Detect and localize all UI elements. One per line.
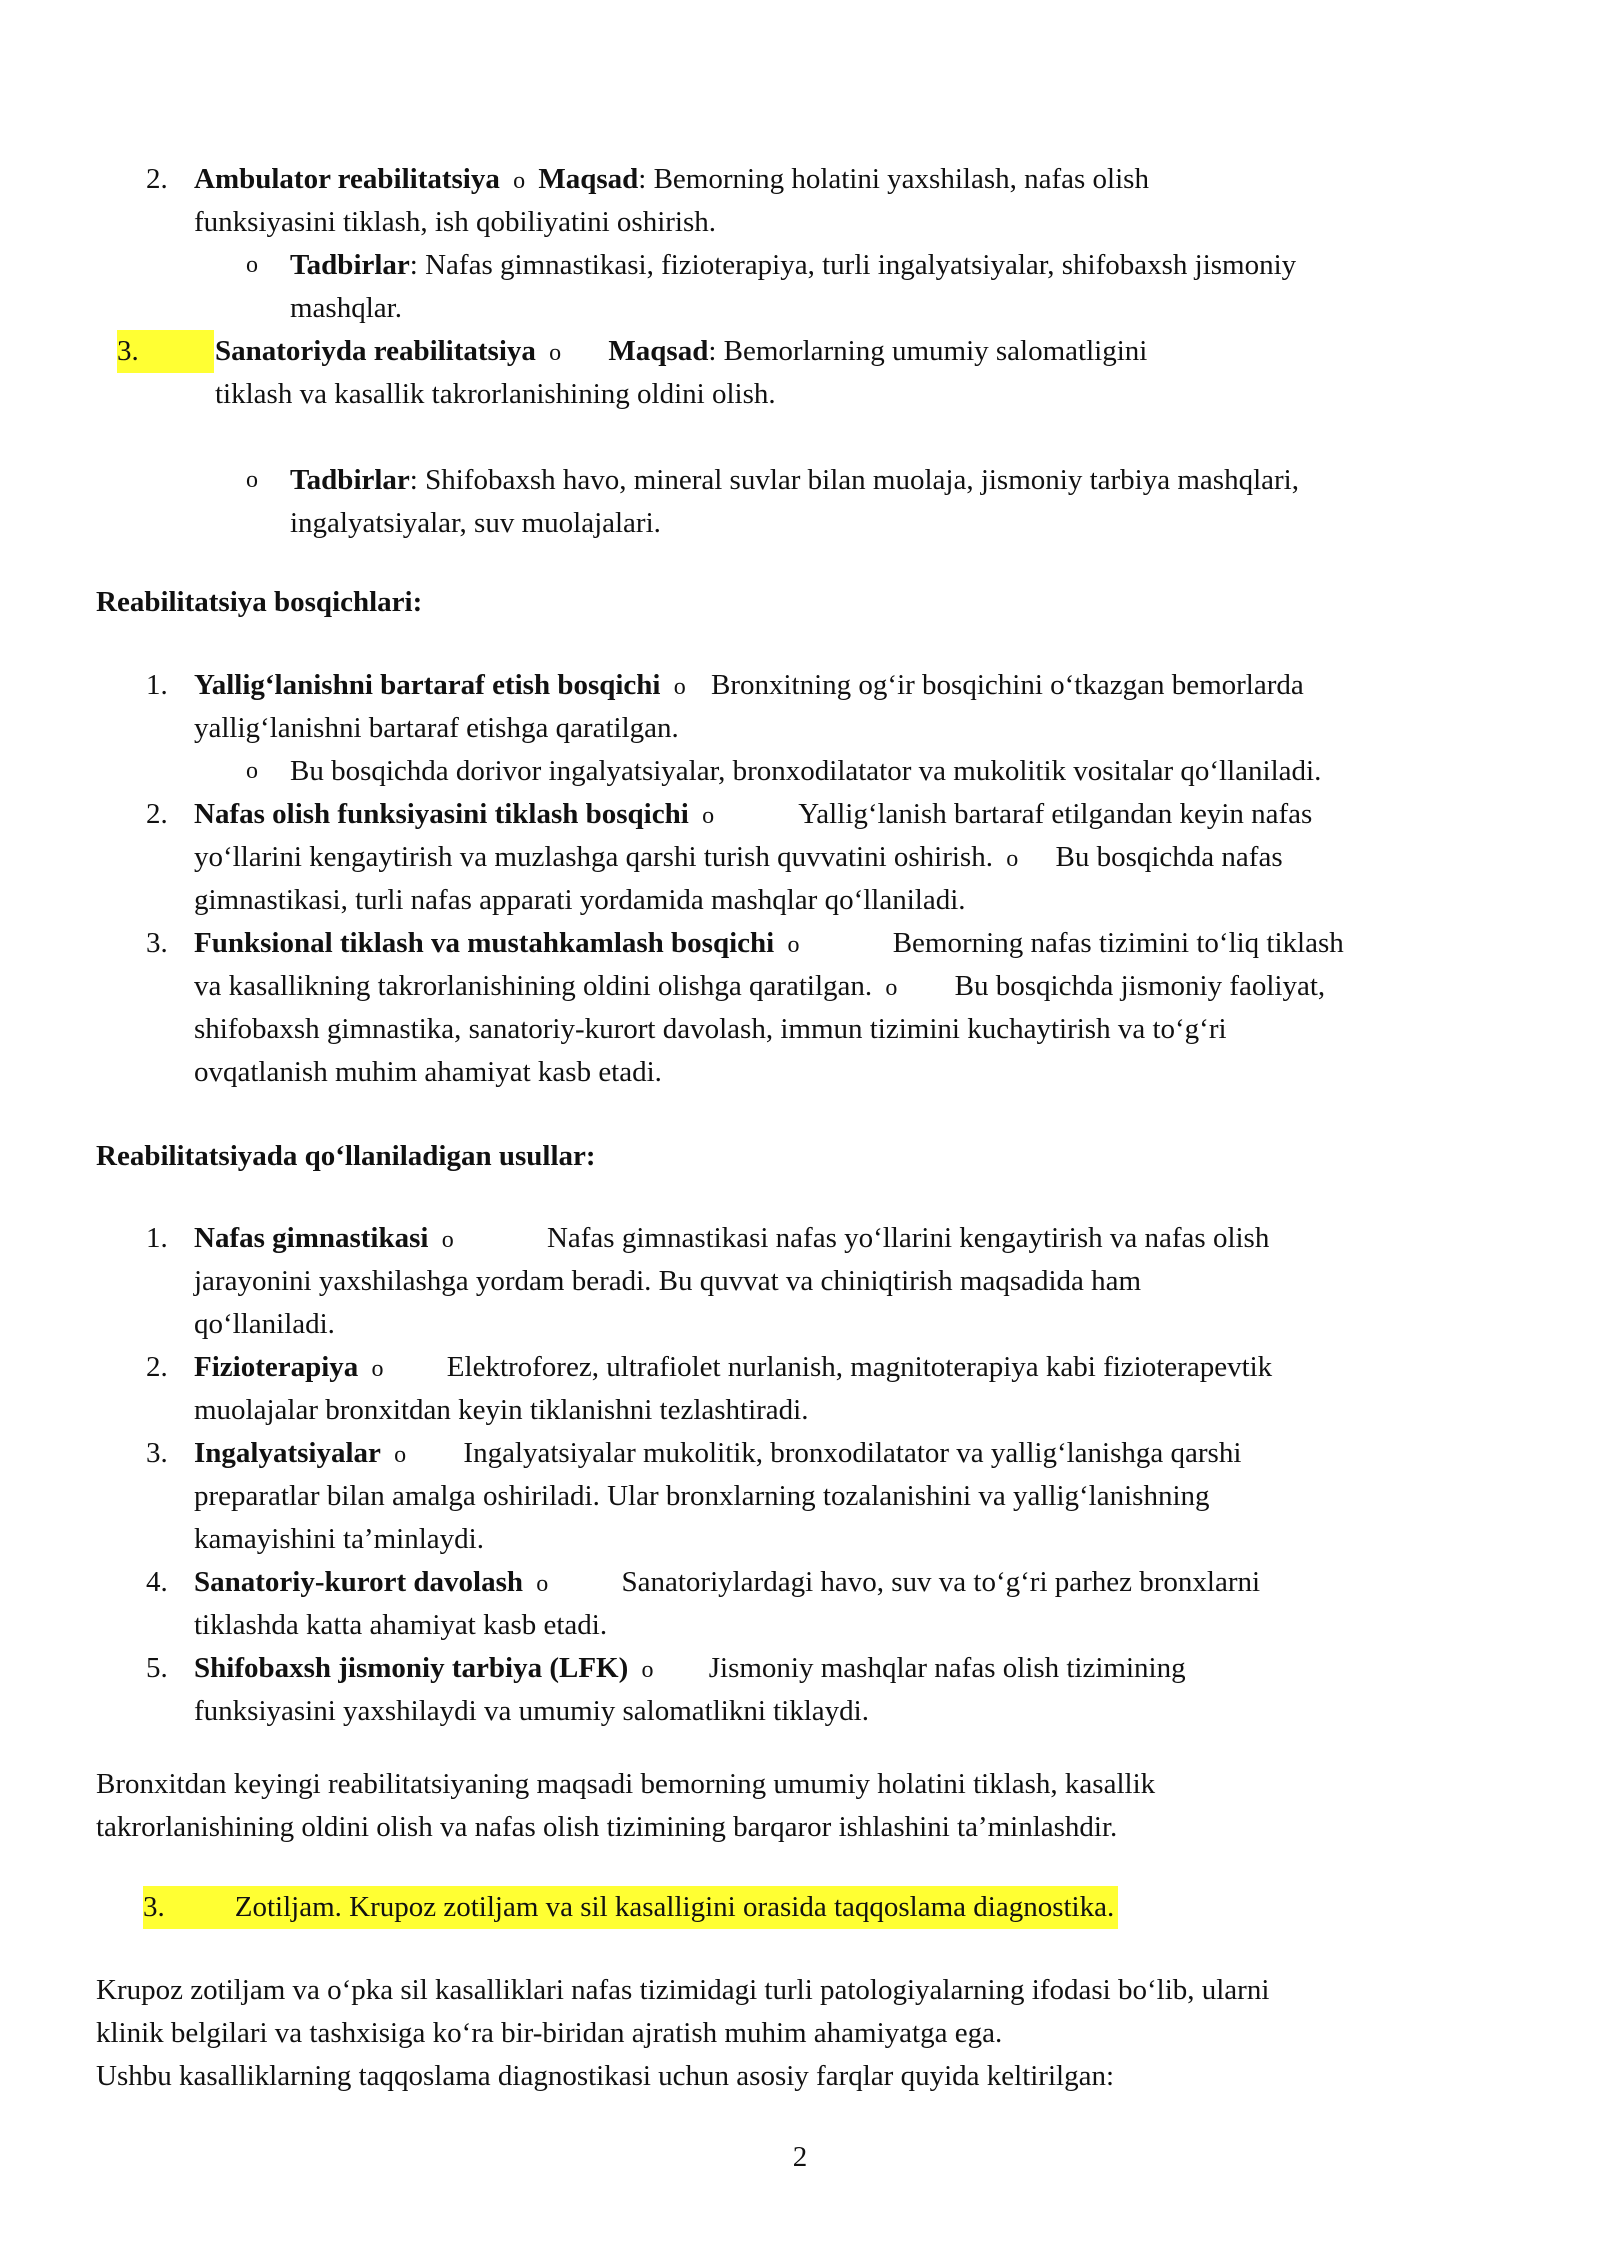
tadbir-line-1	[290, 244, 1296, 287]
stage-2-line-1	[194, 793, 1312, 838]
tadbir-label: Tadbirlar	[290, 464, 410, 496]
text-line: jarayonini yaxshilashga yordam beradi. Bu quvvat va chiniqtirish maqsadida ham	[194, 1265, 1142, 1297]
page-number: 2	[792, 2141, 808, 2173]
item-title: Ambulator reabilitatsiya	[194, 163, 500, 195]
stage-title: Nafas olish funksiyasini tiklash bosqichi	[194, 798, 689, 830]
text-line: qo‘llaniladi.	[194, 1308, 335, 1340]
bullet-icon: o	[371, 1356, 384, 1382]
stage-3-line-2	[194, 965, 1325, 1010]
text-line: ingalyatsiyalar, suv muolajalari.	[290, 507, 661, 539]
maqsad-text: : Bemorning holatini yaxshilash, nafas olish	[638, 163, 1149, 195]
bullet-icon: o	[641, 1657, 654, 1683]
list-number: 3.	[117, 335, 139, 367]
stage-3-line-1	[194, 922, 1344, 967]
paragraph-line: Krupoz zotiljam va o‘pka sil kasalliklari nafas tizimidagi turli patologiyalarning ifodasi bo‘lib, ularni	[96, 1974, 1270, 2006]
list-item-ambulator	[146, 158, 168, 201]
text-line: mashqlar.	[290, 292, 402, 324]
text-line: funksiyasini tiklash, ish qobiliyatini oshirish.	[194, 206, 716, 238]
text-line: Bu bosqichda dorivor ingalyatsiyalar, bronxodilatator va mukolitik vositalar qo‘llaniladi.	[290, 755, 1322, 787]
text-line: preparatlar bilan amalga oshiriladi. Ular bronxlarning tozalanishini va yallig‘lanishning	[194, 1480, 1210, 1512]
bullet-icon: o	[441, 1227, 454, 1253]
stage-1-line-1	[194, 664, 1304, 709]
tadbir-line-1	[290, 459, 1299, 502]
method-title: Fizioterapiya	[194, 1351, 359, 1383]
paragraph-line: Bronxitdan keyingi reabilitatsiyaning maqsadi bemorning umumiy holatini tiklash, kasallik	[96, 1768, 1156, 1800]
list-number: 1.	[146, 1222, 168, 1254]
bullet-icon: o	[246, 252, 258, 278]
stage-text: Bemorning nafas tizimini to‘liq tiklash	[892, 927, 1344, 959]
list-number: 2.	[146, 163, 168, 195]
method-5-line-1	[194, 1647, 1186, 1692]
bullet-icon: o	[787, 932, 800, 958]
method-text: Ingalyatsiyalar mukolitik, bronxodilatator va yallig‘lanishga qarshi	[463, 1437, 1242, 1469]
stage-2-line-2	[194, 836, 1283, 881]
method-4-line-1	[194, 1561, 1260, 1606]
bullet-icon: o	[1006, 846, 1019, 872]
tadbir-text: : Nafas gimnastikasi, fizioterapiya, turli ingalyatsiyalar, shifobaxsh jismoniy	[409, 249, 1297, 281]
stage-text: Yallig‘lanish bartaraf etilgandan keyin nafas	[798, 798, 1313, 830]
method-2-line-1	[194, 1346, 1272, 1391]
list-number: 4.	[146, 1566, 168, 1598]
bullet-icon: o	[246, 758, 258, 784]
bullet-icon: o	[885, 975, 898, 1001]
section-heading	[96, 581, 422, 624]
text-line: gimnastikasi, turli nafas apparati yordamida mashqlar qo‘llaniladi.	[194, 884, 966, 916]
section-3-heading	[143, 1886, 1118, 1929]
method-title: Ingalyatsiyalar	[194, 1437, 381, 1469]
list-number: 2.	[146, 798, 168, 830]
list-number: 3.	[146, 927, 168, 959]
list-number: 3.	[143, 1891, 165, 1923]
bullet-icon: o	[536, 1571, 549, 1597]
list-item-sanatoriy-line-1	[215, 330, 1147, 375]
text-line: funksiyasini yaxshilaydi va umumiy salomatlikni tiklaydi.	[194, 1695, 869, 1727]
maqsad-label: Maqsad	[538, 163, 639, 195]
item-title: Sanatoriyda reabilitatsiya	[215, 335, 536, 367]
bullet-icon: o	[702, 803, 715, 829]
method-text: Sanatoriylardagi havo, suv va to‘g‘ri parhez bronxlarni	[621, 1566, 1261, 1598]
stage-text: yo‘llarini kengaytirish va muzlashga qarshi turish quvvatini oshirish.	[194, 841, 993, 873]
bullet-icon: o	[394, 1442, 407, 1468]
stage-text: Bronxitning og‘ir bosqichini o‘tkazgan bemorlarda	[711, 669, 1304, 701]
bullet-icon: o	[246, 467, 258, 493]
text-line: ovqatlanish muhim ahamiyat kasb etadi.	[194, 1056, 662, 1088]
method-1-line-1	[194, 1217, 1269, 1262]
method-title: Nafas gimnastikasi	[194, 1222, 429, 1254]
paragraph-line: klinik belgilari va tashxisiga ko‘ra bir-biridan ajratish muhim ahamiyatga ega.	[96, 2017, 1003, 2049]
text-line: tiklashda katta ahamiyat kasb etadi.	[194, 1609, 608, 1641]
stage-title: Funksional tiklash va mustahkamlash bosqichi	[194, 927, 775, 959]
stage-title: Yallig‘lanishni bartaraf etish bosqichi	[194, 669, 661, 701]
heading-text: Reabilitatsiyada qo‘llaniladigan usullar:	[96, 1140, 596, 1172]
method-title: Sanatoriy-kurort davolash	[194, 1566, 523, 1598]
section-heading	[96, 1135, 596, 1178]
bullet-icon: o	[513, 168, 526, 194]
text-line: kamayishini ta’minlaydi.	[194, 1523, 484, 1555]
method-text: Jismoniy mashqlar nafas olish tizimining	[708, 1652, 1186, 1684]
maqsad-text: : Bemorlarning umumiy salomatligini	[708, 335, 1148, 367]
stage-text: Bu bosqichda nafas	[1055, 841, 1283, 873]
text-line: shifobaxsh gimnastika, sanatoriy-kurort davolash, immun tizimini kuchaytirish va to‘g‘ri	[194, 1013, 1227, 1045]
list-number: 5.	[146, 1652, 168, 1684]
list-item-ambulator-line-1	[194, 158, 1149, 203]
bullet-icon: o	[673, 674, 686, 700]
heading-text: Reabilitatsiya bosqichlari:	[96, 586, 423, 618]
maqsad-label: Maqsad	[608, 335, 709, 367]
method-title: Shifobaxsh jismoniy tarbiya (LFK)	[194, 1652, 629, 1684]
text-line: muolajalar bronxitdan keyin tiklanishni tezlashtiradi.	[194, 1394, 809, 1426]
method-text: Elektroforez, ultrafiolet nurlanish, magnitoterapiya kabi fizioterapevtik	[446, 1351, 1273, 1383]
method-text: Nafas gimnastikasi nafas yo‘llarini kengaytirish va nafas olish	[546, 1222, 1270, 1254]
stage-text: va kasallikning takrorlanishining oldini olishga qaratilgan.	[194, 970, 873, 1002]
section-3-title: Zotiljam. Krupoz zotiljam va sil kasalligini orasida taqqoslama diagnostika.	[234, 1891, 1115, 1923]
bullet-icon: o	[549, 340, 562, 366]
stage-text: Bu bosqichda jismoniy faoliyat,	[954, 970, 1326, 1002]
list-number-highlighted	[117, 330, 214, 373]
list-number: 2.	[146, 1351, 168, 1383]
text-line: yallig‘lanishni bartaraf etishga qaratilgan.	[194, 712, 679, 744]
method-3-line-1	[194, 1432, 1241, 1477]
paragraph-line: takrorlanishining oldini olish va nafas olish tizimining barqaror ishlashini ta’minlashdir.	[96, 1811, 1118, 1843]
list-number: 3.	[146, 1437, 168, 1469]
list-number: 1.	[146, 669, 168, 701]
tadbir-label: Tadbirlar	[290, 249, 410, 281]
paragraph-line: Ushbu kasalliklarning taqqoslama diagnostikasi uchun asosiy farqlar quyida keltirilgan:	[96, 2060, 1115, 2092]
text-line: tiklash va kasallik takrorlanishining oldini olish.	[215, 378, 776, 410]
tadbir-text: : Shifobaxsh havo, mineral suvlar bilan muolaja, jismoniy tarbiya mashqlari,	[409, 464, 1299, 496]
